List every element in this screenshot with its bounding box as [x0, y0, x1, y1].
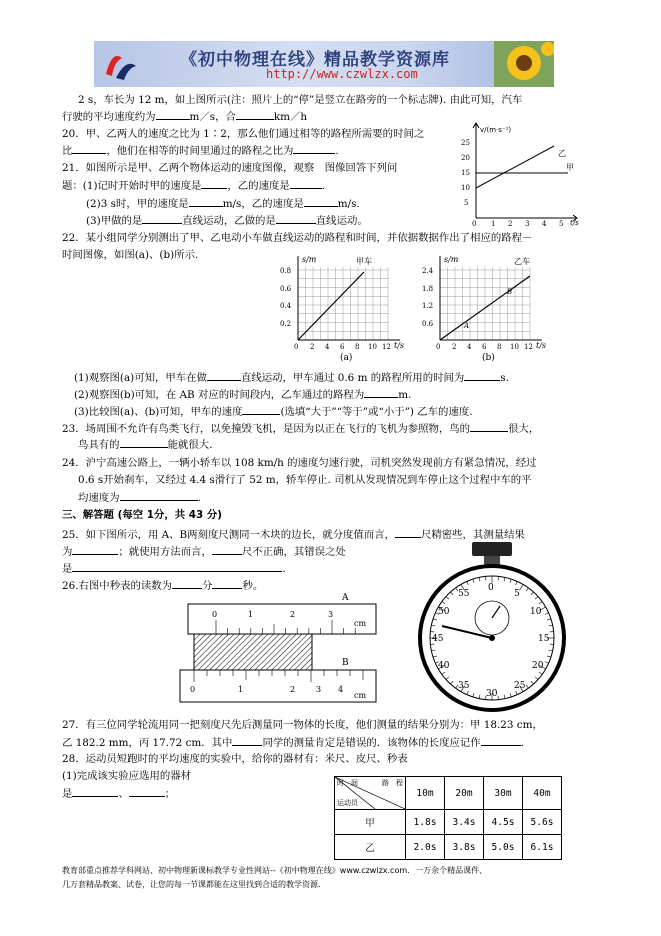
chart-b-xtick: 8	[497, 343, 502, 351]
ruler-b-tick: 3	[316, 685, 322, 694]
q21-line4: (3)甲做的是 直线运动，乙做的是 直线运动。	[86, 215, 368, 227]
distance-time-chart-a	[278, 252, 408, 362]
dial-num: 15	[538, 634, 550, 644]
q23-blank1[interactable]	[470, 421, 508, 432]
ruler-a-tick: 3	[328, 610, 334, 619]
chart-b-point-a: A	[464, 322, 470, 330]
hdr-time: 时 间	[337, 779, 358, 787]
chart-b-point-b: B	[507, 288, 513, 296]
ruler-b-tick: 1	[238, 685, 244, 694]
chart-a-title: 甲车	[356, 257, 372, 266]
q21-blank3[interactable]	[189, 196, 223, 207]
q22-sub2: (2)观察图(b)可知，在 AB 对应的时间段内，乙车通过的路程为 m.	[74, 389, 412, 401]
dial-num: 20	[532, 661, 544, 671]
table-header-cell: 30m	[484, 777, 523, 810]
ruler-a-tick: 2	[290, 610, 296, 619]
chart-a-xtick: 10	[368, 343, 377, 351]
q23-blank2[interactable]	[120, 437, 168, 448]
q21-line3: (2)3 s时，甲的速度是 m/s，乙的速度是 m/s.	[86, 198, 360, 210]
chart-b-xtick: 12	[524, 343, 533, 351]
q21-blank1[interactable]	[201, 178, 227, 189]
hdr-athlete: 运动员	[337, 799, 358, 807]
chart-b-ytick: 1.8	[422, 285, 434, 293]
vt-ytick: 10	[461, 184, 470, 192]
q25-line1: 25．如下图所示，用 A、B两刻度尺测同一木块的边长，就分度值而言， 尺精密些，其测量结果	[62, 529, 525, 541]
race-time-table	[334, 776, 562, 860]
chart-a-ytick: 0.4	[280, 302, 292, 310]
chart-a-ylabel: s/m	[302, 255, 317, 264]
ruler-b	[180, 670, 376, 702]
vt-xtick: 4	[542, 220, 547, 226]
chart-b-xtick: 4	[467, 343, 472, 351]
series-yi-label: 乙	[558, 149, 566, 158]
q28-line3: 是 、 ；	[62, 788, 176, 800]
q19-line2: 行驶的平均速度约为 m／s，合 km／h	[62, 111, 308, 123]
q22-blank4[interactable]	[242, 404, 280, 415]
chart-b-xtick: 2	[452, 343, 457, 351]
chart-b-grid	[440, 267, 530, 340]
chart-a-xtick: 6	[340, 343, 345, 351]
wood-block	[194, 634, 312, 670]
chart-b-title: 乙车	[514, 257, 530, 266]
q26-line: 26.右图中秒表的读数为 分 秒。	[62, 580, 264, 592]
chart-a-ytick: 0.8	[280, 267, 292, 275]
ruler-figure	[176, 590, 390, 710]
q21-blank6[interactable]	[276, 213, 316, 224]
chart-b-ytick: 1.2	[422, 302, 434, 310]
hdr-road: 路 程	[382, 779, 403, 787]
q24-line3: 均速度为 .	[78, 492, 201, 504]
chart-a-ytick: 0.2	[280, 320, 292, 328]
q22-blank2[interactable]	[464, 370, 500, 381]
table-row	[335, 810, 562, 835]
chart-b-xtick: 0	[436, 343, 441, 351]
q22-sub1: (1)观察图(a)可知，甲车在做 直线运动，甲车通过 0.6 m 的路程所用的时间为 s.	[74, 372, 509, 384]
section3-title: 三、解答题 (每空 1分，共 43 分)	[62, 509, 222, 521]
q20-line1: 20．甲、乙两人的速度之比为 1∶2，那么他们通过相等的路程所需要的时间之	[62, 128, 425, 140]
chart-a-ytick: 0.6	[280, 285, 292, 293]
ruler-a-tick: 1	[248, 610, 254, 619]
chart-a-series-line	[298, 272, 364, 340]
stopwatch-figure	[408, 538, 578, 712]
vt-xtick: 5	[559, 220, 564, 226]
ruler-a-unit: cm	[354, 619, 367, 628]
chart-a-xtick: 12	[382, 343, 391, 351]
q27-line1: 27．有三位同学轮流用同一把刻度尺先后测量同一物体的长度，他们测量的结果分别为：甲 18.23 cm，	[62, 719, 543, 731]
chart-b-xtick: 10	[510, 343, 519, 351]
q27-blank2[interactable]	[481, 735, 521, 746]
table-header-cell: 40m	[523, 777, 562, 810]
distance-time-chart-b	[420, 252, 550, 362]
table-cell: 3.8s	[445, 835, 484, 860]
q27-blank1[interactable]	[232, 735, 262, 746]
q21-blank4[interactable]	[304, 196, 338, 207]
dial-num: 30	[486, 689, 498, 699]
dial-num: 40	[438, 661, 450, 671]
q28-blank2[interactable]	[129, 786, 165, 797]
q20-blank2[interactable]	[293, 143, 335, 154]
q28-line1: 28．运动员短跑时的平均速度的实验中，给你的器材有：米尺、皮尺、秒表	[62, 753, 408, 765]
q21-line2: 题：(1)记时开始时甲的速度是 ，乙的速度是 .	[62, 180, 326, 192]
dial-num: 0	[488, 583, 494, 593]
table-cell: 5.6s	[523, 810, 562, 835]
q22-blank1[interactable]	[207, 370, 241, 381]
q24-line1: 24．沪宁高速公路上，一辆小轿车以 108 km/h 的速度匀速行驶，司机突然发现前方有紧急情况，经过	[62, 457, 537, 469]
chart-b-caption: (b)	[482, 353, 495, 362]
table-cell: 5.0s	[484, 835, 523, 860]
chart-a-grid	[298, 267, 388, 340]
vt-xtick: 0	[472, 220, 477, 226]
q23-line1: 23．场周围不允许有鸟类飞行，以免撞毁飞机，是因为以正在飞行的飞机为参照物，鸟的 很大，	[62, 423, 540, 435]
q19-blank1[interactable]	[156, 109, 190, 120]
q20-line2: 比 ，他们在相等的时间里通过的路程之比为 .	[62, 145, 339, 157]
vt-ytick: 20	[461, 154, 470, 162]
header-url[interactable]: http://www.czwlzx.com	[266, 67, 418, 81]
ruler-b-tick: 0	[190, 685, 196, 694]
vt-xtick: 3	[525, 220, 530, 226]
vt-xlabel: t/s	[570, 219, 579, 226]
table-row	[335, 835, 562, 860]
footer-line2: 几万套精品教案、试卷，让您的每一节课都能在这里找到合适的教学资源．	[62, 880, 326, 889]
dial-num: 55	[458, 589, 470, 599]
table-header-cell: 20m	[445, 777, 484, 810]
vt-yticks	[461, 139, 470, 207]
q22-line2: 时间图像，如图(a)、(b)所示.	[62, 249, 199, 261]
ruler-b-tick: 4	[338, 685, 344, 694]
site-logo	[100, 44, 140, 84]
ruler-b-unit: cm	[354, 691, 367, 700]
q25-line2: 为 ；就使用方法而言， 尺不正确，其错误之处	[62, 546, 346, 558]
q25-blank3[interactable]	[212, 544, 242, 555]
ruler-b-label: B	[342, 658, 349, 668]
dial-num: 25	[514, 681, 526, 691]
header-title: 《初中物理在线》精品教学资源库	[180, 50, 450, 70]
vt-ytick: 25	[461, 139, 470, 147]
table-corner-header	[335, 777, 406, 810]
ruler-a-label: A	[342, 593, 349, 603]
chart-a-caption: (a)	[340, 353, 353, 362]
table-cell-name: 乙	[335, 835, 406, 860]
sunflower-image	[494, 41, 554, 87]
q26-blank2[interactable]	[212, 578, 242, 589]
series-yi-line	[476, 146, 554, 188]
q27-line2: 乙 182.2 mm，丙 17.72 cm．其中 同学的测量肯定是错误的．该物体的长度应记作 .	[62, 737, 524, 749]
q21-blank5[interactable]	[142, 213, 182, 224]
q19-blank2[interactable]	[236, 109, 274, 120]
table-cell: 4.5s	[484, 810, 523, 835]
series-jia-label: 甲	[566, 163, 574, 172]
chart-a-xtick: 8	[355, 343, 360, 351]
table-cell: 2.0s	[406, 835, 445, 860]
q21-line1: 21．如图所示是甲、乙两个物体运动的速度图像，观察 图像回答下列问	[62, 162, 398, 174]
chart-a-xtick: 4	[325, 343, 330, 351]
dial-num: 50	[438, 607, 450, 617]
vt-xtick: 2	[508, 220, 513, 226]
table-cell: 6.1s	[523, 835, 562, 860]
chart-b-xlabel: t/s	[536, 341, 547, 350]
dial-num: 5	[514, 589, 520, 599]
table-cell: 3.4s	[445, 810, 484, 835]
q24-line2: 0.6 s开始刹车，又经过 4.4 s滑行了 52 m，轿车停止. 司机从发现情况到车停止这个过程中车的平	[78, 474, 532, 486]
chart-b-xtick: 6	[482, 343, 487, 351]
stopwatch-crown	[472, 542, 512, 556]
vt-xticks	[472, 220, 563, 226]
chart-a-xtick: 2	[310, 343, 315, 351]
vt-ytick: 5	[464, 199, 469, 207]
vt-xtick: 1	[491, 220, 496, 226]
footer-line1: 教育部重点推荐学科网站、初中物理新课标教学专业性网站--《初中物理在线》www.czwlzx.com．一万余个精品课件、	[62, 866, 488, 875]
q25-blank1[interactable]	[395, 527, 421, 538]
chart-b-ytick: 0.6	[422, 320, 434, 328]
q25-blank4[interactable]	[72, 561, 282, 572]
q26-blank1[interactable]	[172, 578, 202, 589]
vt-ylabel: v/(m·s⁻¹)	[480, 126, 512, 134]
table-header-cell: 10m	[406, 777, 445, 810]
ruler-a-tick: 0	[212, 610, 218, 619]
q19-line1: 2 s，车长为 12 m，如上图所示(注：照片上的“停”是竖立在路旁的一个标志牌). 由此可知，汽车	[78, 94, 523, 106]
dial-num: 45	[432, 634, 444, 644]
q25-line3: 是 .	[62, 563, 286, 575]
q22-blank3[interactable]	[364, 387, 398, 398]
table-cell: 1.8s	[406, 810, 445, 835]
dial-num: 35	[458, 681, 470, 691]
chart-a-xlabel: t/s	[394, 341, 405, 350]
table-cell-name: 甲	[335, 810, 406, 835]
q28-blank1[interactable]	[72, 786, 118, 797]
chart-a-xtick: 0	[294, 343, 299, 351]
ruler-b-tick: 2	[290, 685, 296, 694]
chart-b-ylabel: s/m	[444, 255, 459, 264]
q25-blank2[interactable]	[72, 544, 118, 555]
dial-num: 10	[530, 607, 542, 617]
velocity-time-chart	[458, 118, 584, 226]
q22-line1: 22．某小组同学分别测出了甲、乙电动小车做直线运动的路程和时间，并依据数据作出了相应的路程－	[62, 232, 533, 244]
q28-line2: (1)完成该实验应选用的器材	[62, 770, 192, 782]
q22-sub3: (3)比较图(a)、(b)可知，甲车的速度 (选填“大于”“等于”或“小于”) 乙车的速度.	[74, 406, 473, 418]
header-banner	[94, 41, 554, 87]
q20-blank1[interactable]	[72, 143, 106, 154]
q24-blank1[interactable]	[120, 490, 198, 501]
chart-b-ytick: 2.4	[422, 267, 434, 275]
q21-blank2[interactable]	[290, 178, 322, 189]
q23-line2: 鸟具有的 能就很大.	[78, 439, 213, 451]
vt-ytick: 15	[461, 169, 470, 177]
